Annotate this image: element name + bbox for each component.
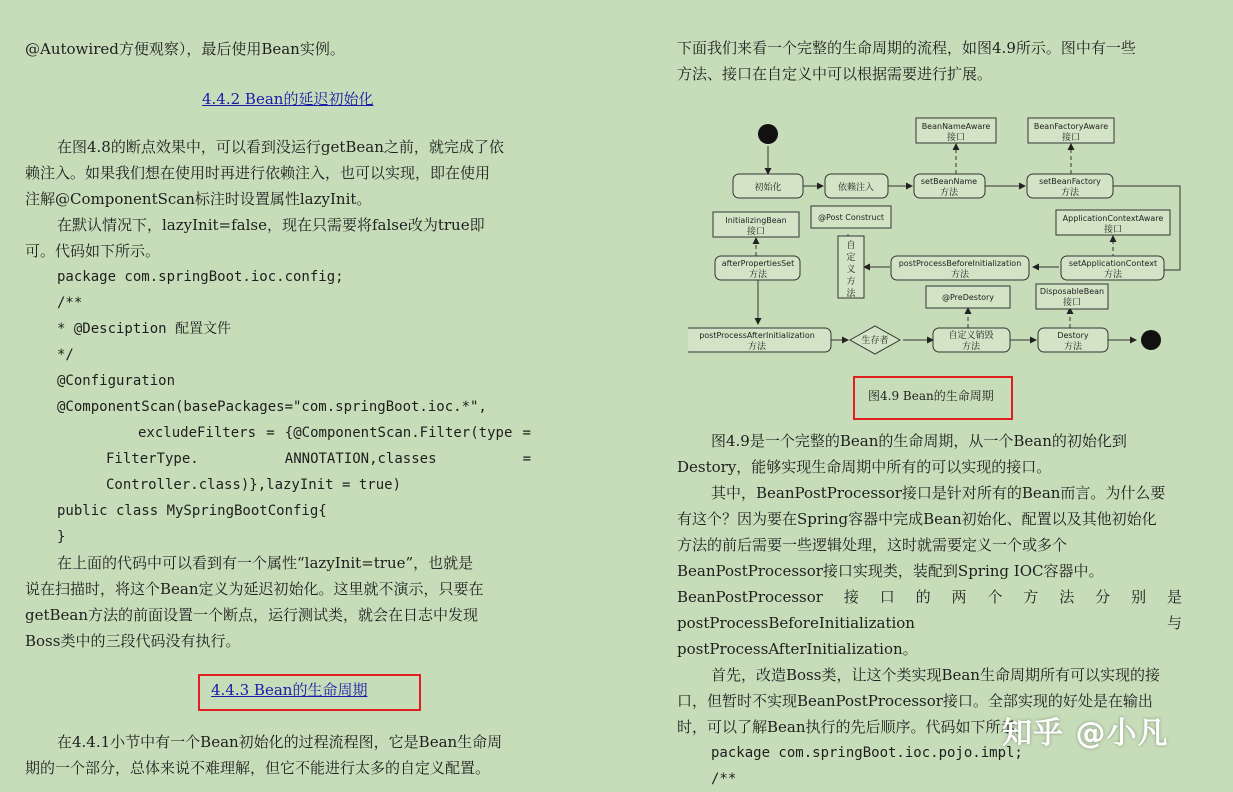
code-line: /** — [57, 295, 83, 311]
node-initializingbean: InitializingBean — [725, 216, 787, 225]
text-line: 首先，改造Boss类，让这个类实现Bean生命周期所有可以实现的接 — [711, 666, 1160, 684]
word: 的 — [915, 588, 931, 606]
node-ppbefore-sub: 方法 — [950, 270, 970, 280]
text-line: 在上面的代码中可以看到有一个属性“lazyInit=true”，也就是 — [57, 554, 474, 572]
text-line: 有这个？因为要在Spring容器中完成Bean初始化、配置以及其他初始化 — [677, 510, 1157, 528]
node-alive: 生存者 — [861, 336, 889, 346]
highlight-box — [198, 674, 421, 711]
word: 法 — [1059, 588, 1075, 606]
code-line: * @Desciption 配置文件 — [57, 321, 232, 337]
code-line: package com.springBoot.ioc.config; — [57, 269, 344, 285]
section-heading-4-4-2[interactable]: 4.4.2 Bean的延迟初始化 — [202, 90, 374, 108]
node-ppafter: postProcessAfterInitialization — [699, 331, 815, 340]
text-line: 方法的前后需要一些逻辑处理，这时就需要定义一个或多个 — [677, 536, 1068, 554]
node-custom-4: 方 — [846, 277, 856, 287]
word: 两 — [951, 588, 967, 606]
text-line: 口，但暂时不实现BeanPostProcessor接口。全部实现的好处是在输出 — [677, 692, 1153, 710]
text-line: 图4.9是一个完整的Bean的生命周期，从一个Bean的初始化到 — [711, 432, 1127, 450]
code-token: excludeFilters — [138, 425, 257, 441]
node-disposablebean-sub: 接口 — [1062, 298, 1082, 308]
text-line: BeanPostProcessor接口实现类，装配到Spring IOC容器中。 — [677, 562, 1104, 580]
text-line: 方法、接口在自定义中可以根据需要进行扩展。 — [677, 65, 993, 83]
word: 与 — [1166, 614, 1182, 632]
watermark: 知乎 @小凡 — [1002, 716, 1169, 751]
node-init: 初始化 — [754, 183, 782, 193]
node-ppafter-sub: 方法 — [747, 342, 767, 352]
node-custom-destroy-sub: 方法 — [961, 342, 981, 352]
text-line: 在图4.8的断点效果中，可以看到没运行getBean之前，就完成了依 — [57, 138, 504, 156]
code-line: package com.springBoot.ioc.pojo.impl; — [711, 745, 1023, 761]
bean-lifecycle-diagram — [688, 110, 1188, 366]
node-setbeanname: setBeanName — [920, 177, 978, 186]
node-setbeanfactory: setBeanFactory — [1039, 177, 1101, 186]
code-token: = — [522, 425, 531, 441]
node-ppbefore: postProcessBeforeInitialization — [898, 259, 1022, 268]
code-token: {@ComponentScan.Filter(type — [284, 425, 513, 441]
word: BeanPostProcessor — [677, 588, 823, 606]
text-line: Boss类中的三段代码没有执行。 — [25, 632, 241, 650]
node-custom-destroy: 自定义销毁 — [948, 331, 994, 341]
code-token: = — [522, 451, 531, 467]
node-destroy: Destory — [1057, 331, 1089, 340]
text-line: 期的一个部分，总体来说不难理解，但它不能进行太多的自定义配置。 — [25, 759, 491, 777]
node-setbeanname-sub: 方法 — [939, 188, 959, 198]
text-line: 说在扫描时，将这个Bean定义为延迟初始化。这里就不演示，只要在 — [25, 580, 484, 598]
node-appcontextaware: ApplicationContextAware — [1062, 214, 1164, 223]
text-line: Destory，能够实现生命周期中所有的可以实现的接口。 — [677, 458, 1052, 476]
node-appcontextaware-sub: 接口 — [1103, 225, 1123, 235]
node-initializingbean-sub: 接口 — [746, 227, 766, 237]
node-custom-5: 法 — [846, 289, 856, 299]
text-line: 时，可以了解Bean执行的先后顺序。代码如下所示。 — [677, 718, 1031, 736]
code-line: */ — [57, 347, 74, 363]
text-line: @Autowired方便观察），最后使用Bean实例。 — [25, 40, 345, 58]
word: 方 — [1023, 588, 1039, 606]
node-disposablebean: DisposableBean — [1039, 287, 1105, 296]
node-custom-2: 定 — [846, 253, 856, 263]
text-line: getBean方法的前面设置一个断点，运行测试类，就会在日志中发现 — [25, 606, 479, 624]
text-line: 赖注入。如果我们想在使用时再进行依赖注入，也可以实现，即在使用 — [25, 164, 491, 182]
text-line: 注解@ComponentScan标注时设置属性lazyInit。 — [25, 190, 372, 208]
node-beannameaware-sub: 接口 — [946, 133, 966, 143]
text-line: 可。代码如下所示。 — [25, 242, 161, 260]
node-beannameaware: BeanNameAware — [921, 122, 991, 131]
text-line: 在4.4.1小节中有一个Bean初始化的过程流程图，它是Bean生命周 — [57, 733, 503, 751]
code-token: = — [266, 425, 275, 441]
code-line — [106, 446, 531, 472]
text-line: 下面我们来看一个完整的生命周期的流程，如图4.9所示。图中有一些 — [677, 39, 1136, 57]
code-line: Controller.class)},lazyInit = true) — [106, 477, 402, 493]
node-inject: 依赖注入 — [837, 183, 875, 193]
text-line: 在默认情况下，lazyInit=false，现在只需要将false改为true即 — [57, 216, 485, 234]
word: 分 — [1095, 588, 1111, 606]
code-line: /** — [711, 771, 737, 787]
word: 是 — [1166, 588, 1182, 606]
node-afterpropertiesset-sub: 方法 — [748, 270, 768, 280]
node-custom-1: 自 — [846, 241, 856, 251]
node-predestroy: @PreDestory — [941, 293, 995, 302]
code-token: FilterType. — [106, 451, 199, 467]
node-setbeanfactory-sub: 方法 — [1060, 188, 1080, 198]
code-line — [138, 420, 531, 446]
code-line: @ComponentScan(basePackages="com.springBoot.ioc.*", — [57, 399, 487, 415]
node-custom-3: 义 — [846, 265, 856, 275]
node-afterpropertiesset: afterPropertiesSet — [721, 259, 795, 268]
text-line — [677, 584, 1182, 610]
figure-caption: 图4.9 Bean的生命周期 — [868, 389, 994, 403]
word: 接 — [843, 588, 859, 606]
text-line: 其中，BeanPostProcessor接口是针对所有的Bean而言。为什么要 — [711, 484, 1166, 502]
node-setappcontext-sub: 方法 — [1103, 270, 1123, 280]
node-beanfactoryaware-sub: 接口 — [1061, 133, 1081, 143]
node-beanfactoryaware: BeanFactoryAware — [1033, 122, 1109, 131]
word: 口 — [879, 588, 895, 606]
node-setappcontext: setApplicationContext — [1068, 259, 1158, 268]
node-destroy-sub: 方法 — [1063, 342, 1083, 352]
text-line — [677, 610, 1182, 636]
code-token: ANNOTATION,classes — [284, 451, 437, 467]
node-postconstruct: @Post Construct — [817, 213, 885, 222]
word: 别 — [1131, 588, 1147, 606]
code-line: public class MySpringBootConfig{ — [57, 503, 327, 519]
section-heading-4-4-3[interactable]: 4.4.3 Bean的生命周期 — [211, 681, 368, 699]
code-line: @Configuration — [57, 373, 176, 389]
word: 个 — [987, 588, 1003, 606]
code-line: } — [57, 529, 66, 545]
word: postProcessBeforeInitialization — [677, 614, 915, 632]
text-line: postProcessAfterInitialization。 — [677, 640, 918, 658]
